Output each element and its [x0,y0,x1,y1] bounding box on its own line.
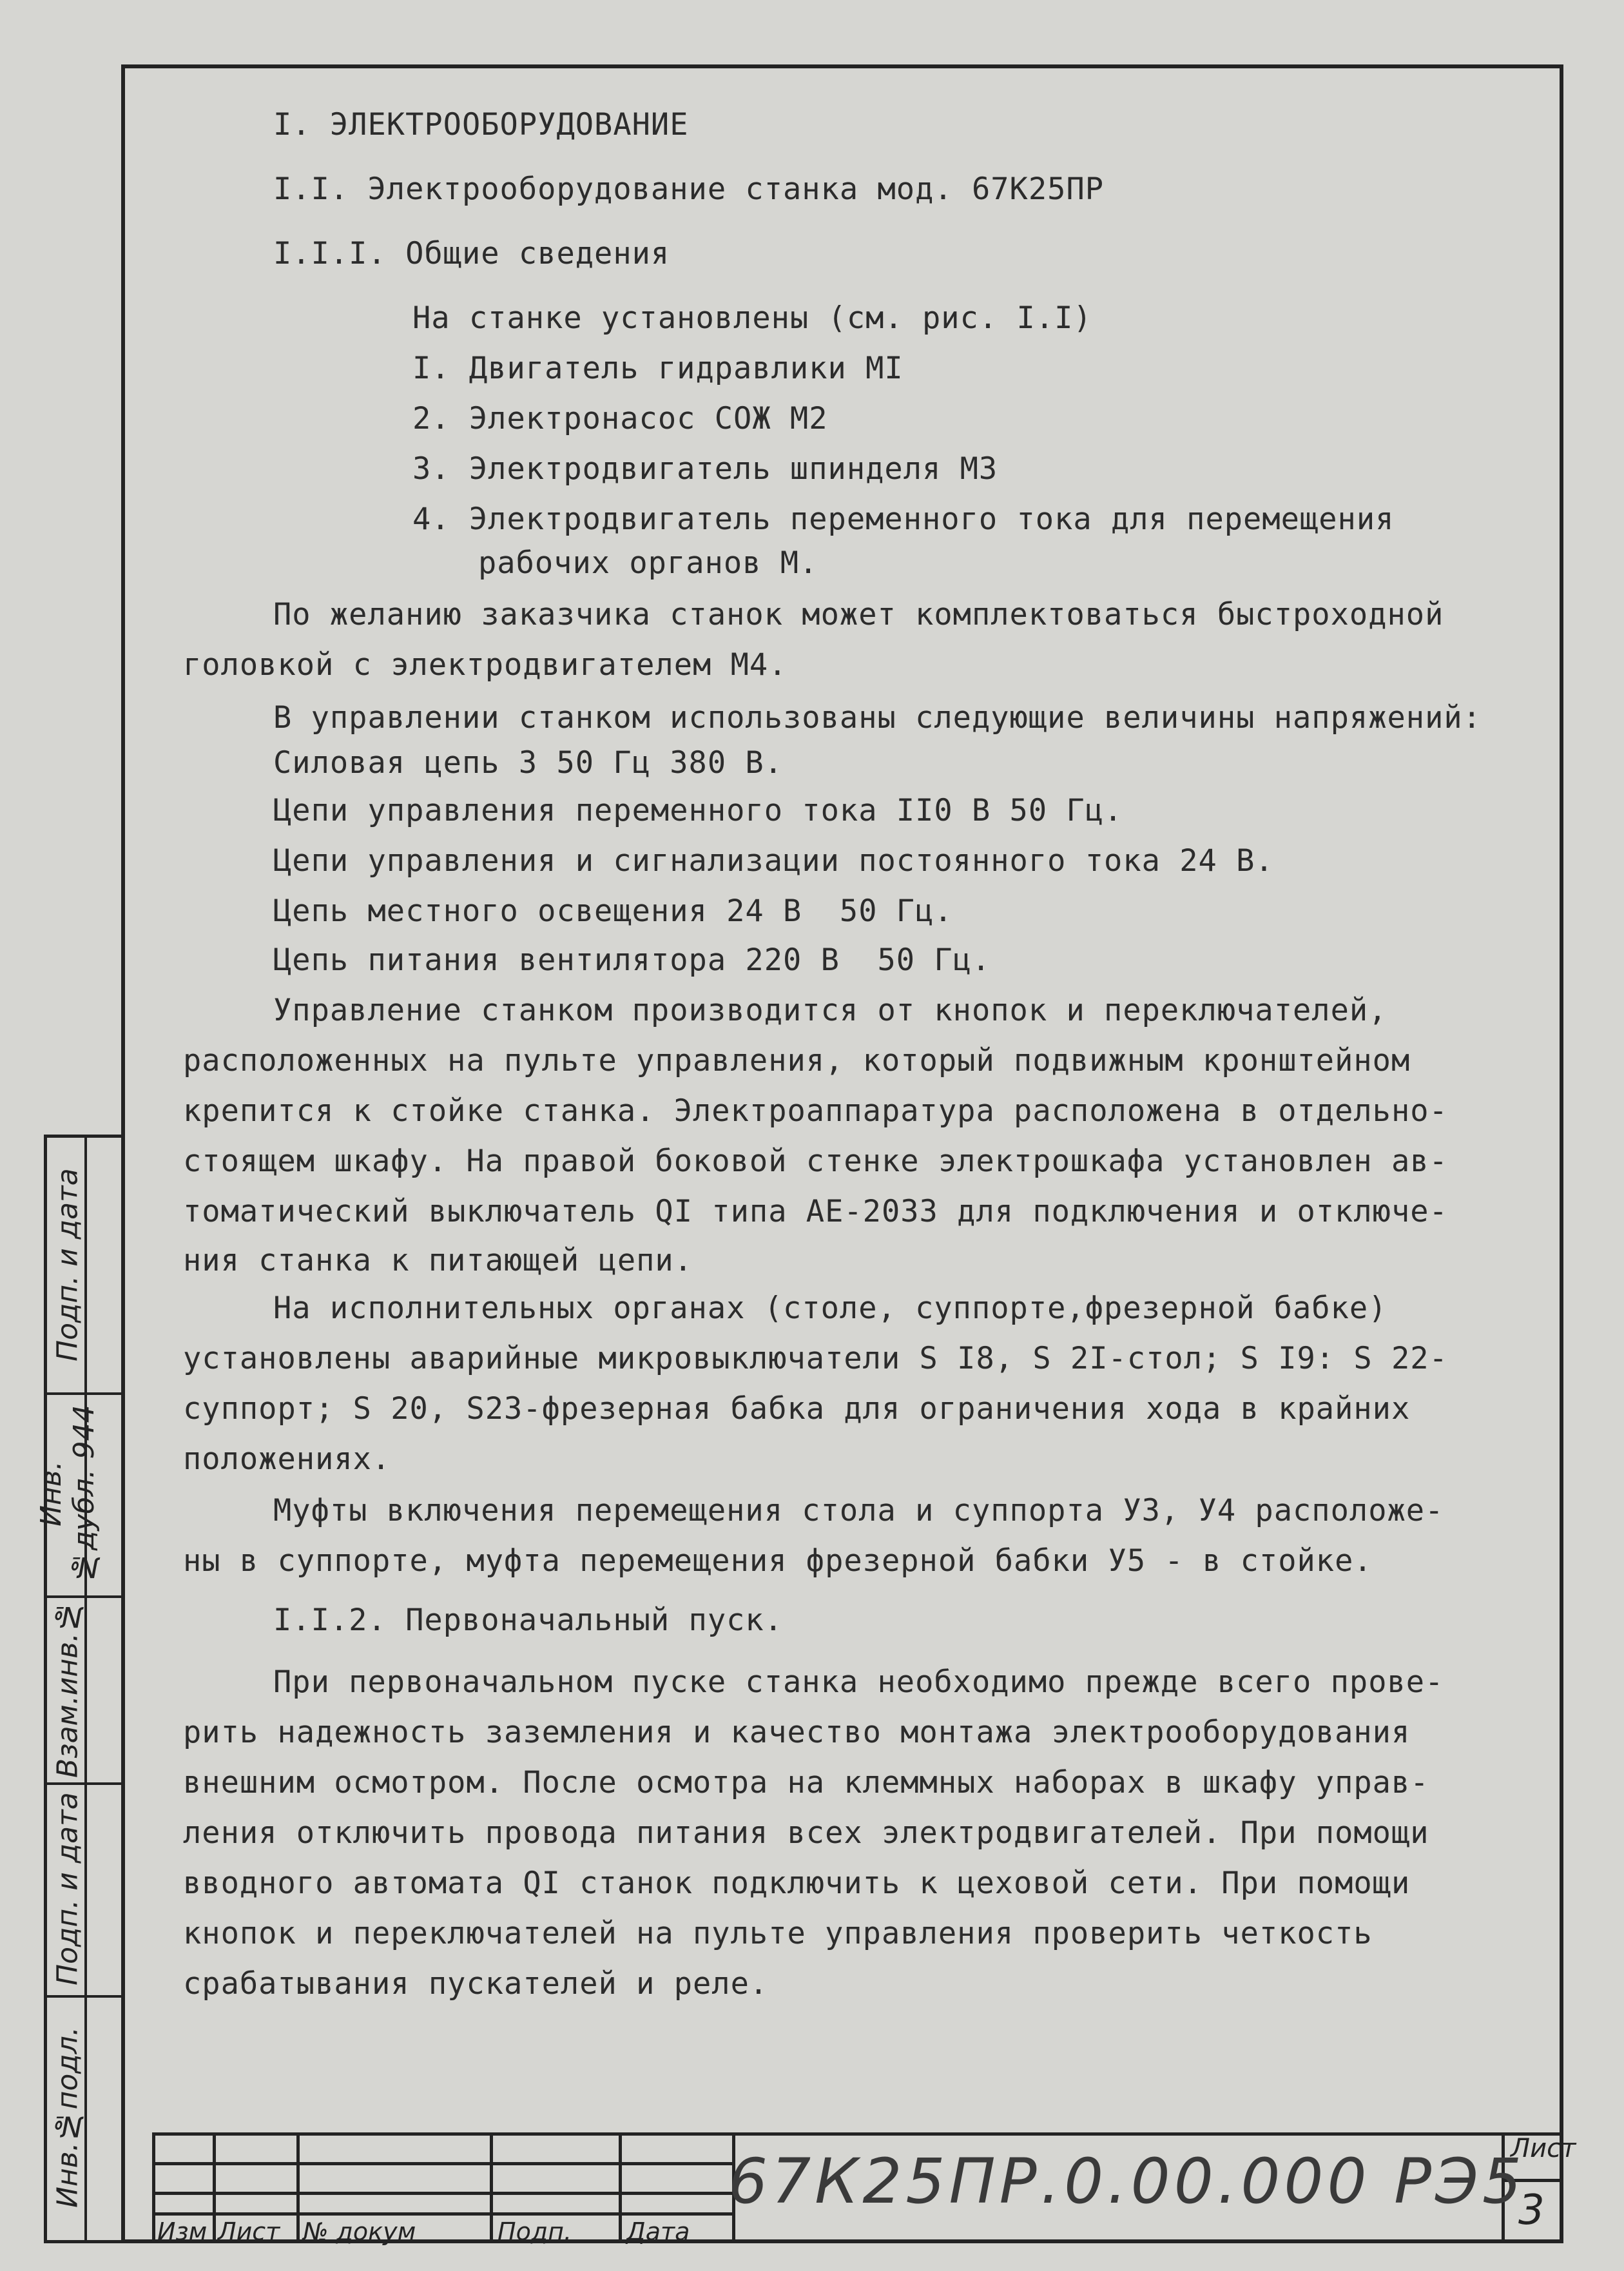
paragraph-line: ления отключить провода питания всех электродвигателей. При помощи [183,1815,1429,1851]
strip-label-replacing-inv: Взам.инв.№ [51,1600,84,1779]
list-item: 2. Электронасос СОЖ М2 [412,401,828,436]
paragraph-line: Силовая цепь 3 50 Гц 380 В. [273,745,784,781]
paragraph-line: ны в суппорте, муфта перемещения фрезерной бабки У5 - в стойке. [183,1543,1373,1579]
paragraph-line: установлены аварийные микровыключатели S I8, S 2I-стол; S I9: S 22- [183,1341,1448,1376]
title-block-line [152,2192,732,2195]
title-block-line [490,2132,493,2243]
paragraph-line: Муфты включения перемещения стола и суппорта У3, У4 расположе- [273,1493,1444,1528]
paragraph-line: внешним осмотром. После осмотра на клеммных наборах в шкафу управ- [183,1765,1429,1800]
strip-label-inv-number: Инв.№подл. [51,2027,84,2208]
paragraph-line: Цепь местного освещения 24 В 50 Гц. [273,893,953,929]
title-block-line [152,2132,155,2243]
strip-label-sign-date: Подп. и дата [51,1792,84,1985]
title-block-line [152,2162,732,2165]
col-label-change: Изм [157,2217,208,2246]
col-label-sheet: Лист [218,2217,280,2246]
strip-label-sign-date: Подп. и дата [51,1168,84,1362]
strip-divider [84,1138,87,2240]
paragraph-line: расположенных на пульте управления, который подвижным кронштейном [183,1043,1411,1078]
paragraph-line: томатический выключатель QI типа АЕ-2033 для подключения и отключе- [183,1194,1448,1229]
strip-label-dup-inv: Инв.№дубл.-944 [35,1405,101,1583]
paragraph-line: стоящем шкафу. На правой боковой стенке электрошкафа установлен ав- [183,1144,1448,1179]
subsection-heading: I.I.2. Первоначальный пуск. [273,1603,784,1638]
paragraph-line: Цепи управления переменного тока II0 В 50 Гц. [273,793,1123,828]
paragraph-line: кнопок и переключателей на пульте управления проверить четкость [183,1916,1373,1951]
list-item: рабочих органов М. [478,545,818,581]
paragraph-line: Управление станком производится от кнопок и переключателей, [273,993,1387,1028]
title-block-line [296,2132,300,2243]
section-heading: I.I. Электрооборудование станка мод. 67К25ПР [273,171,1105,207]
paragraph-line: крепится к стойке станка. Электроаппаратура расположена в отдельно- [183,1093,1448,1129]
binding-strip [35,1135,121,2243]
title-block-line [152,2212,732,2216]
list-item: 4. Электродвигатель переменного тока для перемещения [412,502,1395,537]
paragraph-line: На исполнительных органах (столе, суппорте,фрезерной бабке) [273,1291,1387,1326]
paragraph-line: вводного автомата QI станок подключить к цеховой сети. При помощи [183,1866,1411,1901]
paragraph-line: По желанию заказчика станок может комплектоваться быстроходной [273,597,1444,632]
subsection-heading: I.I.I. Общие сведения [273,236,670,271]
paragraph-line: положениях. [183,1441,391,1477]
heading: I. ЭЛЕКТРООБОРУДОВАНИЕ [273,107,689,142]
list-item: 3. Электродвигатель шпинделя М3 [412,451,998,487]
list-item: I. Двигатель гидравлики МI [412,351,904,386]
document-code: 67К25ПР.0.00.000 РЭ5 [728,2145,1526,2217]
paragraph-line: Цепи управления и сигнализации постоянного тока 24 В. [273,843,1274,879]
paragraph-line: В управлении станком использованы следующие величины напряжений: [273,700,1482,736]
title-block-line [152,2132,1563,2136]
paragraph-line: головкой с электродвигателем М4. [183,647,788,683]
sheet-number: 3 [1518,2187,1545,2234]
paragraph-line: рить надежность заземления и качество монтажа электрооборудования [183,1715,1411,1750]
col-label-doc-number: № докум [303,2217,416,2246]
paragraph-line: суппорт; S 20, S23-фрезерная бабка для ограничения хода в крайних [183,1391,1411,1427]
sheet-label: Лист [1511,2134,1576,2163]
paragraph-line: При первоначальном пуске станка необходимо прежде всего прове- [273,1664,1444,1700]
paragraph-line: ния станка к питающей цепи. [183,1243,693,1278]
col-label-signature: Подп. [498,2217,572,2246]
paragraph-line: Цепь питания вентилятора 220 В 50 Гц. [273,942,991,978]
paragraph-line: срабатывания пускателей и реле. [183,1966,769,2002]
installed-intro: На станке установлены (см. рис. I.I) [412,300,1092,336]
title-block-line [619,2132,622,2243]
title-block-line [213,2132,216,2243]
col-label-date: Дата [626,2217,690,2246]
